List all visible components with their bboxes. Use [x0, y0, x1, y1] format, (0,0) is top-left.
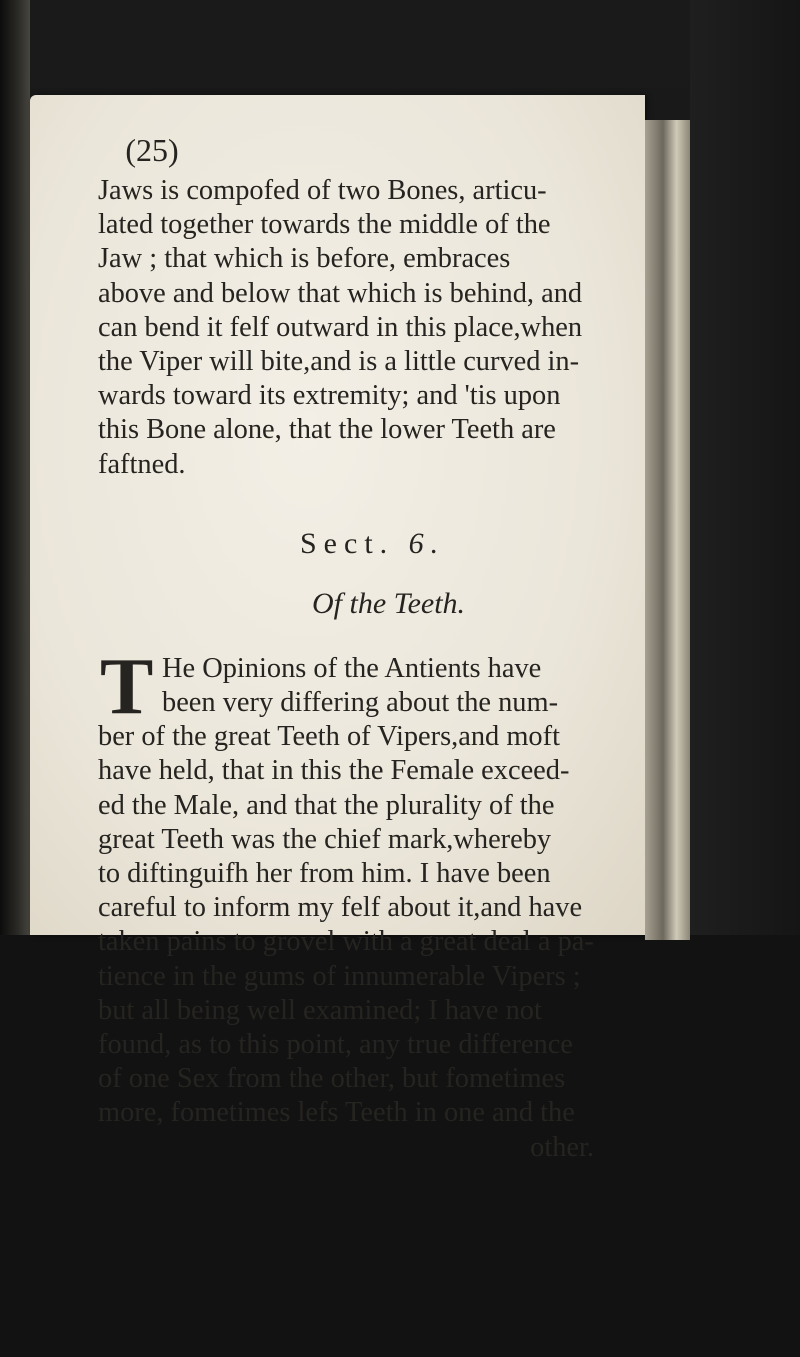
paragraph-1	[98, 174, 618, 482]
paragraph-2	[98, 642, 618, 1165]
section-number: 6.	[408, 526, 446, 560]
text-line: more, fometimes lefs Teeth in one and the	[98, 1097, 575, 1129]
text-line: the Viper will bite,and is a little curved in-	[98, 346, 580, 378]
text-line: have held, that in this the Female exceed-	[98, 755, 570, 787]
text-line: taken pains to grovel with a great deal a pa-	[98, 926, 594, 958]
text-line: faftned.	[98, 448, 186, 480]
text-line: great Teeth was the chief mark,whereby	[98, 823, 552, 855]
drop-cap: T	[100, 642, 154, 731]
text-line: to diftinguifh her from him. I have been	[98, 858, 551, 890]
text-line: been very differing about the num-	[162, 687, 559, 719]
text-line: tience in the gums of innumerable Vipers ;	[98, 960, 581, 992]
text-line: Jaw ; that which is before, embraces	[98, 243, 511, 275]
text-line: Jaws is compofed of two Bones, articu-	[98, 175, 547, 206]
page-text	[98, 130, 618, 1165]
section-heading	[300, 524, 618, 564]
text-line: He Opinions of the Antients have	[162, 652, 542, 684]
text-line: found, as to this point, any true difference	[98, 1029, 573, 1061]
section-label: Sect.	[300, 526, 395, 560]
text-line: ed the Male, and that the plurality of the	[98, 789, 555, 821]
text-line: this Bone alone, that the lower Teeth are	[98, 414, 556, 446]
section-title: Of the Teeth.	[312, 586, 466, 620]
page-stack-edge	[645, 120, 690, 940]
text-line: lated together towards the middle of the	[98, 209, 551, 241]
text-line: above and below that which is behind, and	[98, 277, 583, 309]
text-line: can bend it felf outward in this place,when	[98, 311, 583, 343]
text-line: careful to inform my felf about it,and have	[98, 892, 583, 924]
text-line: but all being well examined; I have not	[98, 994, 542, 1026]
text-line: ber of the great Teeth of Vipers,and moft	[98, 721, 560, 753]
page-number: (25)	[125, 132, 179, 168]
catchword: other.	[530, 1131, 594, 1163]
text-line: of one Sex from the other, but fometimes	[98, 1063, 566, 1095]
text-line: wards toward its extremity; and 'tis upon	[98, 380, 561, 412]
